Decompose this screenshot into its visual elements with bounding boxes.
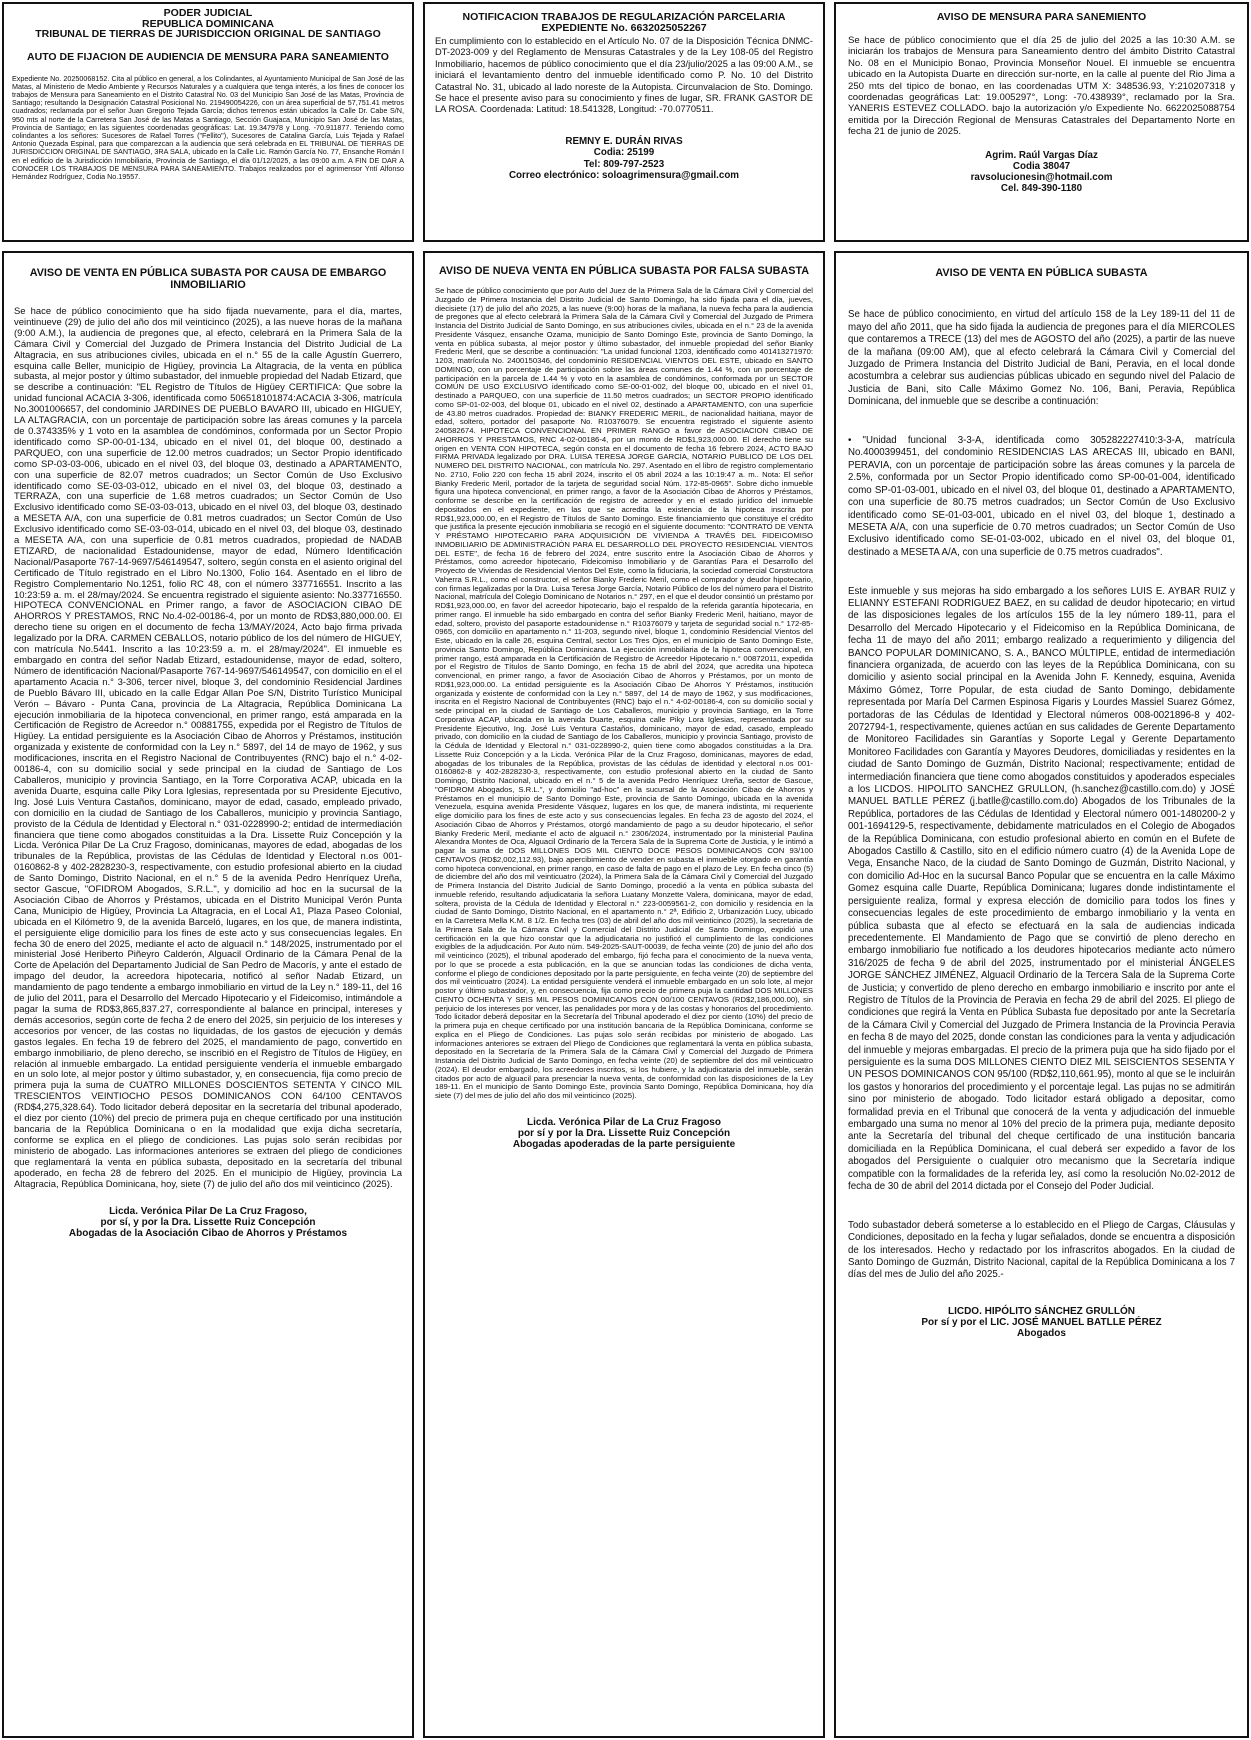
notice-body: Se hace de público conocimiento que por Auto del Juez de la Primera Sala de la Cámara Civil y Comercial del Juzgado de Primera Instancia del Distrito Judicial de Santo Domingo, ha sido fijada para el día, jueves, diecisiete (17) de julio del año 2025, a las nueve (9:00) horas de la mañana, la nueva fecha para la audiencia de pregones que al efecto celebrará la Primera Sala de la Cámara Civil y Comercial del Juzgado de Primera Instancia del Distrito Judicial de Santo Domingo, en sus atribuciones civiles, ubicada en el n.° 23 de la avenida Presidente Vásquez, ensanche Ozama, municipio de Santo Domingo Este, provincia de Santo Domingo, la venta en pública subasta, al mejor postor y último subastador, del inmueble propiedad del señor Bianky Frederic Meril, que se describe a continuación: "La unidad funcional 1203, identificado como 401413271970: 1203, matrícula No. 2400150346, del condominio RESIDENCIAL VIENTOS DEL ESTE, ubicado en SANTO DOMINGO, con un porcentaje de participación sobre las áreas comunes de 1.44 %, con un porcentaje de participación en la parcela de 1.44 % y voto en la asamblea de condóminos, conformada por un SECTOR COMÚN DE USO EXCLUSIVO identificado como SE-00-01-002, del bloque 00, ubicado en el nivel 01, destinado a PARQUEO, con una superficie de 11.50 metros cuadrados; un SECTOR PROPIO identificado como SP-01-02-003, del bloque 01, ubicado en el nivel 02, destinado a APARTAMENTO, con una superficie de 43.80 metros cuadrados. Propiedad de: BIANKY FREDERIC MERIL, de nacionalidad haitiana, mayor de edad, soltero, portador del pasaporte No. R10376079. Se encuentra registrado el siguiente asiento 240582674. HIPOTECA CONVENCIONAL EN PRIMER RANGO a favor de ASOCIACION CIBAO DE AHORROS Y PRESTAMOS, RNC 4-02-00186-4, por un monto de RD$1,923,000.00. El derecho tiene su origen en VENTA CON HIPOTECA, según consta en el documento de fecha 16 febrero 2024, ACTO BAJO FIRMA PRIVADA legalizado por DRA. LUISA TERESA JORGE GARCIA, NOTARIO PUBLICO DE LOS DEL NUMERO DEL DISTRITO NACIONAL, con matrícula No. 297. Asentado en el libro de registro complementario No. 2710, Folio 220 con fecha 15 abril 2024, inscrito el 05 abril 2024 a las 10:19:47 a. m.. Nota: El señor Bianky Frederic Meril, portador de la tarjeta de seguridad social Núm. 172-85-0965". Sobre dicho inmueble figura una hipoteca convencional, en primer rango, a favor de la Asociación Cibao de Ahorros y Préstamos, conforme se describe en la certificación de registro de acreedor y en el estado jurídico del inmueble depositados en el expediente, en las que se acredita la existencia de la hipoteca inscrita por RD$1,923,000.00, en el Registro de Títulos de Santo Domingo. Este financiamiento que constituye el crédito que justifica la presente ejecución inmobiliaria se recogió en el siguiente documento: "CONTRATO DE VENTA Y PRÉSTAMO HIPOTECARIO PARA ADQUISICIÓN DE VIVIENDA A TRAVÉS DEL FIDEICOMISO INMOBILIARIO DE ADMINISTRACIÓN PARA EL DESARROLLO DEL PROYECTO RESIDENCIAL VIENTOS DEL ESTE", de fecha 16 de febrero del 2024, entre suscrito entre la Asociación Cibao de Ahorros y Préstamos, como acreedor hipotecario, Fideicomiso Inmobiliario y de Garantías Para el Desarrollo del Proyecto de Viviendas de Residencial Vientos Del Este, como la fiduciaria, la sociedad comercial Constructora Vaherra S.R.L., como el constructor, el señor Bianky Frederic Meril, como el comprador y deudor hipotecario, con firmas legalizadas por la Dra. Luisa Teresa Jorge García, Notario Público de los del número para el Distrito Nacional, matrícula del Colegio Dominicano de Notarios n.° 297, en el que el deudor consintió un préstamo por RD$1,923,000.00, en favor del acreedor hipotecario, bajo el respaldo de la referida garantía hipotecaria, en primer rango. El inmueble ha sido embargado en contra del señor Bianky Frederic Meril, haitiano, mayor de edad, soltero, provisto del pasaporte estadounidense n.° R10376079 y tarjeta de seguridad social n.° 172-85-0965, con domicilio en apartamento n.° 11-203, segundo nivel, bloque 1, condominio Residencial Vientos del Este, ubicado en la calle 26, esquina Central, sector Los Tres Ojos, en el municipio de Santo Domingo Este, provincia Santo Domingo, República Dominicana. La ejecución inmobiliaria de la hipoteca convencional, en primer rango, está amparada en la Certificación de Registro de Acreedor Hipotecario n.° 00872011, expedida por el Registro de Títulos de Santo Domingo, en fecha 15 de abril del 2024, que acredita una hipoteca convencional, en primer rango, a favor de Asociación Cibao de Ahorros y Préstamos, por un monto de RD$1,923,000.00. La entidad persiguiente es la Asociación Cibao De Ahorros Y Préstamos, institución organizada y existente de conformidad con la Ley n.° 5897, del 14 de mayo de 1962, y sus modificaciones, inscrita en el Registro Nacional de Contribuyentes (RNC) bajo el n.° 4-02-00186-4, con su domicilio social y sede principal en la ciudad de Santiago de Los Caballeros, municipio y provincia Santiago, en la Torre Corporativa ACAP, ubicada en la avenida Duarte, esquina calle Piky Lora Iglesias, representada por su Presidente Ejecutivo, Ing. José Luis Ventura Castaños, dominicano, mayor de edad, casado, empleado privado, con domicilio en la ciudad de Santiago de los Caballeros, municipio y provincia Santiago, provisto de la Cédula de Identidad y Electoral n.° 031-0228990-2, quien tiene como abogados constituidas a la Dra. Lissette Ruiz Concepción y a la Licda. Verónica Pilar de la Cruz Fragoso, dominicanas, mayores de edad, abogadas de los tribunales de la República, provistas de las cédulas de identidad y electoral n.os 001-0160862-8 y 402-2828230-3, respectivamente, con estudio profesional abierto en la ciudad de Santo Domingo, Distrito Nacional, ubicado en el n.° 5 de la avenida Pedro Henríquez Ureña, sector de Gascue, "OFIDROM Abogados, S.R.L.", y domicilio "ad-hoc" en la sucursal de la Asociación Cibao de Ahorros y Préstamos en el municipio de Santo Domingo Este, provincia de Santo Domingo, ubicada en la avenida Venezuela, esquina avenida Presidente Vásquez, lugares en los que, de manera indistinta, mi requeriente elige domicilio para los fines de este acto y sus consecuencias legales. En fecha 23 de agosto del 2024, el Asociación Cibao de Ahorros y Préstamos, otorgó mandamiento de pago a su deudor hipotecario, el señor Bianky Frederic Meril, mediante el acto de alguacil n.° 2306/2024, instrumentado por la ministerial Paulina Alexandra Montes de Oca, Alguacil Ordinario de la Tercera Sala de la Suprema Corte de Justicia, y le intimó a pagar la suma de DOS MILLONES DOS MIL CIENTO DOCE PESOS DOMINICANOS CON 93/100 CENTAVOS (RD$2,002,112.93), bajo apercibimiento de vender en subasta el inmueble otorgado en garantía como hipoteca convencional, en primer rango, en caso de falta de pago en el plazo de Ley. En fecha cinco (5) de diciembre del año dos mil veinticuatro (2024), la Primera Sala de la Cámara Civil y Comercial del Juzgado de Primera Instancia del Distrito Judicial de Santo Domingo, procedió a la venta en pública subasta del inmueble referido, resultando adjudicataria la señora Luatany Monzette Valera, dominicana, mayor de edad, soltera, provista de la Cédula de Identidad y Electoral n.° 223-0059561-2, con domicilio y residencia en la ciudad de Santo Domingo, Distrito Nacional, en el apartamento n.° 2ª, Edificio 2, Urbanización Lucy, ubicado en la Carretera Mella K.M. 8 1/2. En fecha tres (03) de abril del año dos mil veinticinco (2025), la secretaria de la Primera Sala de la Cámara Civil y Comercial del Distrito Judicial de Santo Domingo, expidió una certificación en la que hizo constar que la adjudicataria no justificó el cumplimiento de las condiciones exigibles de la adjudicación. Por Auto núm. 549-2025-SAUT-00039, de fecha veinte (20) de junio del año dos mil veinticinco (2025), el tribunal apoderado del embargo, fijó fecha para el conocimiento de la nueva venta, por lo que se procede a esta publicación, en la que se anuncian todas las condiciones de dicha venta, conforme el pliego de condiciones depositado por la parte persiguiente, en fecha veinte (20) de septiembre del dos mil veinticuatro (2024). La entidad persiguiente venderá el inmueble embargado en un solo lote, al mejor postor y último subastador, y, en consecuencia, fija como precio de primera puja la cantidad DOS MILLONES CIENTO OCHENTA Y SEIS MIL PESOS DOMINICANOS CON 00/100 CENTAVOS (RD$2,186,000.00), sin perjuicio de los intereses por vencer, las penalidades por mora y de las costas y honorarios del procedimiento. Todo licitador deberá depositar en la Secretaría del Tribunal apoderado el diez por ciento (10%) del precio de la primera puja en cheque certificado por una institución bancaria de la República Dominicana, conforme se explica en el Pliego de Condiciones. Las pujas solo serán recibidas por ministerio de abogado. Las informaciones anteriores se extraen del Pliego de Condiciones que reglamentará la venta en pública subasta, depositado en la Secretaría de la Primera Sala de la Cámara Civil y Comercial del Juzgado de Primera Instancia del Distrito Judicial de Santo Domingo, en fecha veinte (20) de septiembre del dos mil veinticuatro (2024). El deudor embargado, los acreedores inscritos, si los hubiere, y la adjudicataria del inmueble, serán citados por acto de alguacil para presenciar la nueva venta, de conformidad con las disposiciones de la Ley 189-11. En el municipio de Santo Domingo Este, provincia Santo Domingo, República Dominicana, hoy día siete (7) del mes de julio del año dos mil veinticinco (2025). bbox=[435, 286, 813, 1100]
notice-intro: Se hace de público conocimiento, en virtud del artículo 158 de la Ley 189-11 del 11 de mayo del año 2011, que ha sido fijada la audiencia de pregones para el día MIERCOLES que contaremos a TRECE (13) del mes de AGOSTO del año (2025), a partir de las nueve de la mañana (09:00 AM), que al efecto celebrará la Cámara Civil y Comercial del Juzgado de Primera Instancia del Distrito Judicial de Bani, Peravia, en el local donde acostumbra a celebrar sus audiencias públicas ubicado en segundo nivel del Palacio de Justicia de Bani, sito Calle Máximo Gomez No. 106, Bani, Peravia, República Dominicana, del inmueble que se describe a continuación: bbox=[848, 309, 1235, 408]
notice-main-text: Este inmueble y sus mejoras ha sido embargado a los señores LUIS E. AYBAR RUIZ y ELIANNY ESTEFANI RODRIGUEZ BAEZ, en su calidad de deudor hipotecario; en virtud de las disposiciones legales de los artículos 155 de la ley número 189-11, para el Desarrollo del Mercado Hipotecario y el Fideicomiso en la República Dominicana, de fecha 11 de mayo del año 2011; embargo realizado a requerimiento y diligencia del BANCO POPULAR DOMINICANO, S. A., BANCO MÚLTIPLE, entidad de intermediación financiera organizada, de acuerdo con las leyes de la República Dominicana, con su domicilio y asiento social principal en la Avenida John F. Kennedy, esquina, Avenida Máximo Gómez, Torre Popular, de esta ciudad de Santo Domingo, debidamente representada por María Del Carmen Espinosa Figaris y Lourdes Massiel Suarez Gómez, portadoras de las Cédulas de Identidad y Electoral números 008-0021896-8 y 402-2072794-1, respectivamente, quienes actúan en sus calidades de Gerente Departamento de Monitoreo Facilidades sin Garantías y Soporte Legal y Gerente Departamento Monitoreo Facilidades con Garantía y Mayores Deudores, domiciliadas y residentes en la ciudad de Santo Domingo de Guzmán, Distrito Nacional; respectivamente; entidad de intermediación financiera que tiene como abogados constituidos y apoderados especiales a los LICDOS. HIPOLITO SANCHEZ GRULLON, (h.sanchez@castillo.com.do) y JOSÉ MANUEL BATLLE PÉREZ (j.batlle@castillo.com.do) Abogados de los Tribunales de la República, portadores de las Cédulas de Identidad y Electoral número 001-1480200-2 y 001-1694129-5, respectivamente, debidamente matriculados en el Colegio de Abogados de la República Dominicana, con estudio profesional abierto en común en el Bufete de Abogados Castillo & Castillo, sito en el edificio número cuatro (4) de la Avenida Lope de Vega, Ensanche Naco, de la ciudad de Santo Domingo de Guzmán, Distrito Nacional, y con domicilio Ad-Hoc en la sucursal Banco Popular que se encuentra en la calle Máximo Gomez esquina calle Duarte, República Dominicana; lugares donde indistintamente el persiguiente realiza, formal y expresa elección de domicilio para todos los fines y consecuencias legales de este procedimiento de embargo inmobiliario y la venta en pública subasta que al efecto se efectuará en la sala de audiencias indicada precedentemente. El Mandamiento de Pago que se convirtió de pleno derecho en embargo inmobiliario fue notificado a los deudores hipotecarios mediante acto número 316/2025 de fecha 9 de abril del 2025, instrumentado por el ministerial ÁNGELES JORGE SÁNCHEZ JIMÉNEZ, Alguacil Ordinario de la Tercera Sala de la Suprema Corte de Justicia; y convertido de pleno derecho en embargo inmobiliario e inscrito por ante el Registro de Títulos de la Provincia de Peravia en fecha 29 de abril del 2025. El pliego de condiciones que regirá la Venta en Pública Subasta fue depositado por ante la Secretaría de la Cámara Civil y Comercial del Juzgado de Primera Instancia de la Provincia Peravia en fecha 8 de mayo del 2025, donde constan las condiciones para la venta y adjudicación del inmueble y mejoras embargadas. El precio de la primera puja que ha sido fijado por el persiguiente es la suma DOS MILLONES CIENTO DIEZ MIL SEISCIENTOS SESENTA Y UN PESOS DOMINICANOS CON 95/100 (RD$2,110,661.95), monto al que se le incluirán los gastos y honorarios del procedimiento y el porcentaje legal. Las pujas no se admitirán sino por ministerio de abogado. Todo licitador estará obligado a depositar, como formalidad previa en el Tribunal que conocerá de la venta y adjudicación del inmueble embargado una suma no menor al 10% del precio de la primera puja, mediante deposito ante la Secretaría del tribunal del cheque certificado de una institución bancaria domiciliada en la República Dominicana, el cual deberá ser expedido a favor de los abogados del Persiguiente o cualquier otro mecanismo que la Secretaría indique compatible con la formalidades de la referida ley, así como la resolución No.02-2012 de fecha de 30 de abril del 2014 dictada por el Consejo del Poder Judicial. bbox=[848, 585, 1235, 1193]
notice-body: Se hace de público conocimiento que el día 25 de julio del 2025 a las 10:30 A.M. se iniciarán los trabajos de Mensura para Saneamiento dentro del ámbito Distrito Catastral No. 08 en el Municipio Bonao, Provincia Monseñor Nouel. El inmueble se encuentra ubicado en la Autopista Duarte en dirección sur-norte, en la calle al puente del Rio Jima a 250 mts del tipico de bonao, en las coordenadas UTM X: 348536.93, Y:210207318 y coordenadas geográficas Lat: 19.005297°, Long: -70.438939°, reclamado por la Sra. YANERIS ESTEVEZ COLLADO. bajo la autorización y/o Expediente No. 6622025088754 emitida por la Dirección Regional de Mensuras Catastrales del Departamento Norte en fecha 21 de junio de 2025. bbox=[848, 35, 1235, 138]
notice-body: En cumplimiento con lo establecido en el Artículo No. 07 de la Disposición Técnica DNMC-DT-2023-009 y del Reglamento de Mensuras Catastrales y de la Ley 108-05 del Registro Inmobiliario, hacemos de público conocimiento que el día 23/julio/2025 a las 09:00 A.M., se iniciará el levantamiento dentro del inmueble identificado como P. No. 10 del Distrito Catastral No. 31, ubicado al lado noreste de la Autopista. Circunvalacion de Sto. Domingo. Se hace el presente aviso para su conocimiento y fines de lugar, SR. FRANK GASTOR DE LA ROSA. Coordenada: Latitud: 18.541328, Longitud: -70.0770511. bbox=[435, 36, 813, 115]
notice-title: AVISO DE VENTA EN PÚBLICA SUBASTA bbox=[935, 267, 1148, 279]
notice-closing: Todo subastador deberá someterse a lo establecido en el Pliego de Cargas, Cláusulas y Condiciones, depositado en la fecha y lugar señalados, donde se encuentra a disposición de los interesados. Hecho y redactado por los infrascritos abogados. En la ciudad de Santo Domingo de Guzmán, Distrito Nacional, capital de la República Dominicana a los 7 días del mes de Julio del año 2025.- bbox=[848, 1219, 1235, 1281]
property-description: • "Unidad funcional 3-3-A, identificada como 305282227410:3-3-A, matrícula No.4000399451, del condominio RESIDENCIAS LAS ARECAS III, ubicado en BANI, PERAVIA, con un porcentaje de participación sobre las áreas comunes y la parcela de 2.5%, conformada por un Sector Propio identificado como SP-00-01-004, identificado como SP-01-03-001, ubicado en el nivel 03, del bloque 01, destinado a APARTAMENTO, con una superficie de 80.75 metros cuadrados; un Sector Común de Uso Exclusivo identificado como SE-01-03-001, ubicado en el nivel 03, del bloque 1, destinado a MESETA A/A, con una superficie de 0.70 metros cuadrados; un Sector Común de Uso Exclusivo identificado como SE-01-03-002, ubicado en el nivel 03, del bloque 01, destinado a MESETA A/A, con una superficie de 0.75 metros cuadrados". bbox=[848, 435, 1235, 558]
notice-regularizacion-parcelaria bbox=[423, 2, 825, 242]
notice-title: AVISO DE NUEVA VENTA EN PÚBLICA SUBASTA POR FALSA SUBASTA bbox=[438, 265, 810, 277]
notice-nueva-venta-falsa-subasta bbox=[423, 251, 825, 1738]
notice-body: Se hace de público conocimiento que ha sido fijada nuevamente, para el día, martes, veintinueve (29) de julio del año dos mil veinticinco (2025), a las nueve horas de la mañana (9:00 A.M.), la audiencia de pregones que, al efecto, celebrará en la Primera Sala de la Cámara Civil y Comercial del Juzgado de Primera Instancia del Distrito Judicial de La Altagracia, en sus atribuciones civiles, ubicada en el n.° 55 de la calle Agustín Guerrero, esquina calle Beller, municipio de Higüey, provincia La Altagracia, de la venta en pública subasta, al mejor postor y último subastador, del inmueble propiedad del Nadab Etizard, que se describe a continuación: "EL Registro de Títulos de Higüey CERTIFICA: Que sobre la unidad funcional ACACIA 3-306, identificada como 506518101874:ACACIA 3-306, matrícula No.3001006657, del condominio JARDINES DE PUEBLO BAVARO III, ubicado en HIGUEY, LA ALTAGRACIA, con un porcentaje de participación sobre las áreas comunes y la parcela de 0.374335% y 1 voto en la asamblea de condóminos, conformada por un Sector Propio identificado como SP-00-01-134, ubicado en el nivel 01, del bloque 00, destinado a PARQUEO, con una superficie de 12.00 metros cuadrados; un Sector Propio identificado como SP-03-03-006, ubicado en el nivel 03, del bloque 03, destinado a APARTAMENTO, con una superficie de 82.07 metros cuadrados; un Sector Común de Uso Exclusivo identificado como SE-03-03-012, ubicado en el nivel 03, del bloque 03, destinado a TERRAZA, con una superficie de 1.68 metros cuadrados; un Sector Común de Uso Exclusivo identificado como SE-03-03-013, ubicado en el nivel 03, del bloque 03, destinado a MESETA A/A, con una superficie de 0.81 metros cuadrados; un Sector Común de Uso Exclusivo identificado como SE-03-03-014, ubicado en el nivel 03, del bloque 03, destinado a MESETA A/A, con una superficie de 0.81 metros cuadrados, propiedad de NADAB ETIZARD, de nacionalidad Estadounidense, mayor de edad, Número Identificación Nacional/Pasaporte 767-14-9697/546149547, soltero, según consta en el asiento original del Certificado de Título registrado en el Libro No.1300, Folio 164. Asentado en el libro de Registro Complementario No.1251, folio RC 48, con el número 337716551. Inscrito a las 10:23:59 a. m. el 28/may/2024. Se encuentra registrado el siguiente asiento: No.337716550. HIPOTECA CONVENCIONAL en Primer rango, a favor de ASOCIACION CIBAO DE AHORROS Y PRESTAMOS, RNC No.4-02-00186-4, por un monto de RD$3,880,000.00. El derecho tiene su origen en el documento de fecha 13/MAY/2024, Acto bajo firma privada legalizado por la DRA. CARMEN CEBALLOS, notario público de los del número de HIGUEY, con matrícula No.5441. Inscrito a las 10:23:59 a. m. el 28/may/2024". El inmueble es embargado en contra del señor Nadab Etizard, estadounidense, mayor de edad, soltero, Número de identificación Nacional/Pasaporte 767-14-9697/546149547, con domicilio en el el apartamento Acacia n.° 3-306, tercer nivel, bloque 3, del condominio Residencial Jardines de Pueblo Bávaro III, ubicado en la calle Edgar Allan Poe S/N, Distrito Turístico Municipal Verón – Bávaro - Punta Cana, provincia de La Altagracia, República Dominicana La ejecución inmobiliaria de la hipoteca convencional, en primer rango, está amparada en la Certificación de Registro de Acreedor n.° 00881755, expedida por el Registro de Títulos de Higüey. La entidad persiguiente es la Asociación Cibao de Ahorros y Préstamos, institución organizada y existente de conformidad con la Ley n.° 5897, del 14 de mayo de 1962, y sus modificaciones, inscrita en el Registro Nacional de Contribuyentes (RNC) bajo el n.° 4-02-00186-4, con su domicilio social y sede principal en la ciudad de Santiago de Los Caballeros, municipio y provincia Santiago, en la Torre Corporativa ACAP, ubicada en la avenida Duarte, esquina calle Piky Lora Iglesias, representada por su Presidente Ejecutivo, Ing. José Luis Ventura Castaños, dominicano, mayor de edad, casado, empleado privado, con domicilio en la ciudad de Santiago de los Caballeros, municipio y provincia Santiago, provisto de la Cédula de Identidad y Electoral n.° 031-0228990-2; entidad de intermediación financiera que tiene como abogados constituidas a la Dra. Lissette Ruiz Concepción y la Licda. Verónica Pilar De La Cruz Fragoso, dominicanas, mayores de edad, abogadas de los tribunales de la República, provistas de las Cédulas de Identidad y Electoral n.os 001-0160862-8 y 402-2828230-3, respectivamente, con estudio profesional abierto en la ciudad de Santo Domingo, Distrito Nacional, en el n.° 5 de la avenida Pedro Henríquez Ureña, sector Gascue, "OFIDROM Abogados, S.R.L.", y domicilio ad hoc en la sucursal de la Asociación Cibao de Ahorros y Préstamos, ubicada en el Distrito Municipal Verón Punta Cana, Municipio de Higüey, Provincia La Altagracia, en el Local A1, Plaza Paseo Colonial, ubicada en el Kilómetro 9, de la avenida Barceló, lugares, en los que, de manera indistinta, el persiguiente elige domicilio para los fines de este acto y sus consecuencias legales. En fecha 30 de enero del 2025, mediante el acto de alguacil n.° 148/2025, instrumentado por el ministerial José Heriberto Piñeyro Calderón, Alguacil Ordinario de la Cámara Penal de la Corte de Apelación del Departamento Judicial de San Pedro de Macorís, y ante el estado de impago del deudor, la acreedora hipotecaria, notificó al señor Nadab Etizard, un mandamiento de pago tendente a embargo inmobiliario en virtud de la Ley n.° 189-11, del 16 de julio del 2011, para el Desarrollo del Mercado Hipotecario y el Fideicomiso, intimándole a pagar la suma de RD$3,865,837.27, correspondiente al balance en principal, intereses y demás accesorios, según corte de fecha 2 de enero del 2025, sin perjuicio de los intereses y accesorios por vencer, de las costas no liquidadas, de los gastos de ejecución y demás gastos legales. En fecha 19 de febrero del 2025, el mandamiento de pago, convertido en embargo inmobiliario, de pleno derecho, se inscribió en el Registro de Títulos de Higüey, en relación al inmueble embargado. La entidad persiguiente vendería el inmueble embargado en un solo lote, al mejor postor y último subastador, y, en consecuencia, fija como precio de primera puja la suma de CUATRO MILLONES DOSCIENTOS SETENTA Y CINCO MIL TRESCIENTOS VEINTIOCHO PESOS DOMINICANOS CON 64/100 CENTAVOS (RD$4,275,328.64). Todo licitador deberá depositar en la secretaría del tribunal apoderado, el diez por ciento (10%) del precio de primera puja en cheque certificado por una institución bancaria de la República Dominicana o en la modalidad que exija dicha secretaría, conforme se explica en el pliego de condiciones. Las pujas solo serán recibidas por ministerio de abogado. Las informaciones anteriores se extraen del pliego de condiciones que reglamentará la venta en pública subasta, depositado en la secretaría del tribunal apoderado, en fecha 28 de febrero del 2025. En el municipio de Higüey, provincia La Altagracia, República Dominicana, hoy, siete (7) de julio del año dos mil veinticinco (2025). bbox=[14, 306, 402, 1190]
notice-venta-publica-subasta bbox=[834, 251, 1249, 1738]
notice-title: AVISO DE MENSURA PARA SANEMIENTO bbox=[936, 11, 1147, 23]
notice-signature: Licda. Verónica Pilar De La Cruz Fragoso, por sí, y por la Dra. Lissette Ruiz Concepción Abogadas de la Asociación Cibao de Ahorros y Préstamos bbox=[68, 1206, 348, 1240]
notice-mensura-saneamiento bbox=[834, 2, 1249, 242]
notice-body: Expediente No. 20250068152. Cita al público en general, a los Colindantes, al Ayuntamiento Municipal de San José de las Matas, al Ministerio de Medio Ambiente y Recursos Naturales y a cualquiera que tenga interés, a los fines de conocer los trabajos de Mensura para Saneamiento en el Distrito Catastral No. 03 del Municipio San José de las Matas, Provincia de Santiago; resultando la Designación Catastral Posicional No. 219490054226, con un área superficial de 57,751.41 metros cuadrados; reclamada por el señor Juan Gregorio Tejada García; dichos terrenos están ubicados la Calle Dr. Cabe S/N, 950 mts al norte de la Carretera San José de las Matas a Santiago, Sección Guajaca, Municipio San José de las Matas, Provincia de Santiago; en las siguientes coordenadas geográficas: Lat. 19.347978 y Long. -70.911877. Teniendo como colindantes a los señores: Sucesores de Rafael Torres ("Fellito"), Sucesores de Catalina García, Luis Tejada y Rafael Antonio Quezada Espinal, para que comparezcan a la audiencia que será celebrada en EL TRIBUNAL DE TIERRAS DE JURISDICCION ORIGINAL DE SANTIAGO, 3RA SALA, ubicado en la Calle Lic. Ramón García No. 77, Ensanche Román I en el edificio de la Jurisdicción Inmobiliaria, Provincia de Santiago, el día 01/12/2025, a las 09:00 a.m. A FIN DE DAR A CONOCER LOS TRABAJOS DE MENSURA PARA SANEAMIENTO. Trabajos realizados por el agrimensor Yntí Alfonso Hernández Rodríguez, Codia No.19557. bbox=[12, 73, 404, 181]
notice-title: NOTIFICACION TRABAJOS DE REGULARIZACIÓN PARCELARIA EXPEDIENTE No. 6632025052267 bbox=[462, 11, 786, 34]
notice-signature: LICDO. HIPÓLITO SÁNCHEZ GRULLÓN Por sí y por el LIC. JOSÉ MANUEL BATLLE PÉREZ Abogados bbox=[921, 1306, 1162, 1340]
notice-title: AUTO DE FIJACION DE AUDIENCIA DE MENSURA PARA SANEAMIENTO bbox=[27, 50, 389, 63]
notice-title: AVISO DE VENTA EN PÚBLICA SUBASTA POR CAUSA DE EMBARGO INMOBILIARIO bbox=[29, 267, 387, 291]
notice-body bbox=[848, 297, 1235, 1294]
notice-audiencia-mensura bbox=[2, 2, 414, 242]
notice-venta-embargo-inmobiliario bbox=[2, 251, 414, 1738]
court-header: PODER JUDICIAL REPUBLICA DOMINICANA TRIBUNAL DE TIERRAS DE JURISDICCION ORIGINAL DE SANTIAGO bbox=[35, 7, 381, 40]
notice-signature: Agrim. Raúl Vargas Díaz Codia 38047 ravsolucionesin@hotmail.com Cel. 849-390-1180 bbox=[970, 149, 1113, 194]
notice-signature: REMNY E. DURÁN RIVAS Codia: 25199 Tel: 809-797-2523 Correo electrónico: soloagrimensura@gmail.com bbox=[508, 135, 740, 182]
notice-signature: Licda. Verónica Pilar de La Cruz Fragoso por sí y por la Dra. Lissette Ruiz Concepción Abogadas apoderadas de la parte persiguiente bbox=[512, 1116, 736, 1150]
